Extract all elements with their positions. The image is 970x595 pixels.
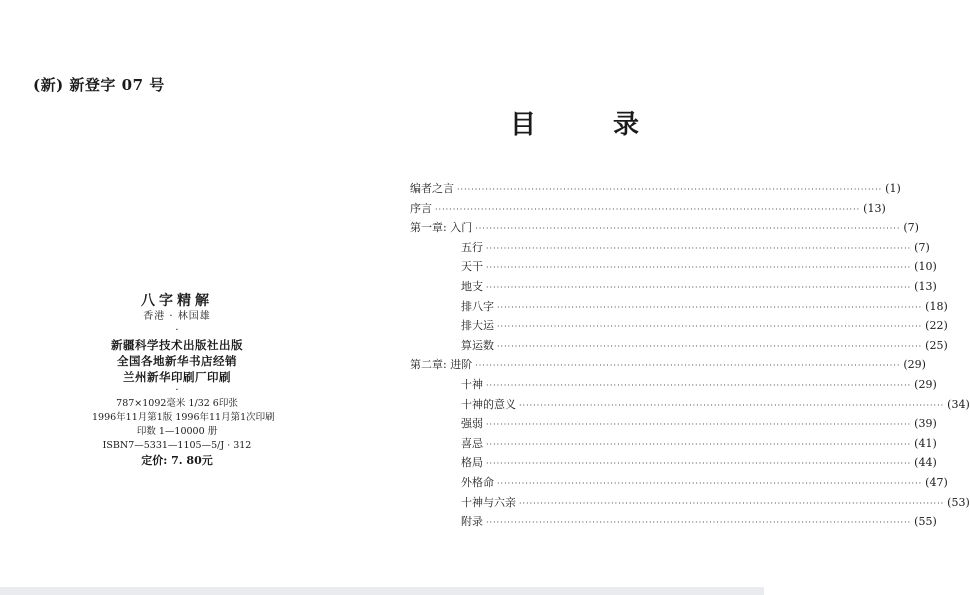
toc-entry-page: (39)	[914, 417, 937, 431]
toc-entry-label: 五行	[461, 240, 483, 254]
toc-leader-dots: ························································································································	[519, 498, 945, 508]
toc-entry-label: 排八字	[461, 299, 494, 313]
toc-entry-page: (18)	[925, 299, 948, 313]
toc-entry	[410, 415, 937, 435]
toc-entry	[410, 454, 937, 474]
toc-leader-dots: ························································································································	[486, 420, 912, 430]
toc-entry-label: 强弱	[461, 417, 483, 431]
toc-leader-dots: ························································································································	[519, 400, 945, 410]
toc-leader-dots: ························································································································	[497, 341, 923, 351]
price: 定价: 7. 80元	[141, 454, 213, 467]
toc-entry-page: (13)	[914, 279, 937, 293]
toc-entry-label: 十神与六亲	[461, 495, 516, 509]
toc-entry-page: (10)	[914, 260, 937, 274]
colophon	[92, 292, 275, 469]
toc-entry-page: (44)	[914, 456, 937, 470]
toc-entry	[410, 494, 970, 514]
separator-dot: ·	[175, 385, 179, 396]
toc-entry-page: (47)	[925, 475, 948, 489]
toc-entry-page: (13)	[863, 201, 886, 215]
toc-entry-label: 算运数	[461, 338, 494, 352]
toc-entry	[410, 376, 937, 396]
toc-leader-dots: ························································································································	[486, 380, 912, 390]
toc-leader-dots: ························································································································	[435, 204, 861, 214]
printer-line: 兰州新华印刷厂印刷	[123, 370, 231, 384]
table-of-contents	[410, 180, 970, 533]
toc-leader-dots: ························································································································	[497, 302, 923, 312]
toc-entry	[410, 337, 948, 357]
publisher-line: 新疆科学技术出版社出版	[111, 338, 243, 352]
toc-entry	[410, 435, 937, 455]
toc-entry-label: 十神的意义	[461, 397, 516, 411]
toc-leader-dots: ························································································································	[497, 478, 923, 488]
toc-leader-dots: ························································································································	[475, 361, 901, 371]
toc-entry	[410, 200, 886, 220]
toc-entry	[410, 513, 937, 533]
toc-entry	[410, 356, 926, 376]
toc-entry-label: 格局	[461, 456, 483, 470]
toc-leader-dots: ························································································································	[486, 282, 912, 292]
toc-entry-label: 喜忌	[461, 436, 483, 450]
toc-leader-dots: ························································································································	[475, 224, 901, 234]
right-page	[382, 0, 970, 595]
toc-entry	[410, 317, 948, 337]
print-run-line: 印数 1—10000 册	[136, 426, 218, 437]
toc-leader-dots: ························································································································	[486, 439, 912, 449]
toc-entry	[410, 298, 948, 318]
toc-entry-page: (7)	[914, 240, 930, 254]
toc-entry	[410, 258, 937, 278]
toc-entry	[410, 278, 937, 298]
toc-entry	[410, 239, 930, 259]
toc-title: 目 录	[510, 110, 674, 140]
toc-entry-label: 序言	[410, 201, 432, 215]
toc-entry-page: (29)	[914, 377, 937, 391]
toc-entry	[410, 474, 948, 494]
toc-entry-page: (55)	[914, 515, 937, 529]
toc-entry-label: 第一章: 入门	[410, 221, 473, 235]
toc-entry-label: 外格命	[461, 475, 494, 489]
toc-leader-dots: ························································································································	[486, 518, 912, 528]
bottom-edge	[0, 587, 764, 595]
registration-number: (新) 新登字 07 号	[33, 76, 165, 94]
toc-entry-label: 排大运	[461, 319, 494, 333]
toc-entry-label: 附录	[461, 515, 483, 529]
toc-leader-dots: ························································································································	[457, 185, 883, 194]
book-title: 八字精解	[141, 293, 213, 309]
toc-entry-page: (25)	[925, 338, 948, 352]
toc-entry-label: 十神	[461, 377, 483, 391]
format-line: 787×1092毫米 1/32 6印张	[116, 398, 238, 409]
toc-entry-page: (7)	[903, 221, 919, 235]
author: 香港 · 林国雄	[143, 311, 211, 322]
toc-leader-dots: ························································································································	[486, 263, 912, 273]
toc-entry-label: 地支	[461, 279, 483, 293]
separator-dot: ·	[175, 325, 179, 336]
toc-entry-page: (1)	[885, 182, 901, 195]
toc-entry-label: 编者之言	[410, 182, 454, 195]
toc-leader-dots: ························································································································	[486, 459, 912, 469]
toc-entry-page: (34)	[947, 397, 970, 411]
toc-entry-page: (29)	[903, 358, 926, 372]
toc-leader-dots: ························································································································	[497, 322, 923, 332]
toc-leader-dots: ························································································································	[486, 243, 912, 253]
distributor-line: 全国各地新华书店经销	[117, 354, 237, 368]
toc-entry-page: (53)	[947, 495, 970, 509]
toc-entry	[410, 396, 970, 416]
edition-line: 1996年11月第1版 1996年11月第1次印刷	[92, 412, 275, 423]
toc-entry-page: (41)	[914, 436, 937, 450]
toc-entry-label: 天干	[461, 260, 483, 274]
toc-entry-label: 第二章: 进阶	[410, 358, 473, 372]
toc-entry	[410, 180, 901, 200]
isbn-line: ISBN7—5331—1105—5/J · 312	[102, 440, 252, 451]
toc-entry	[410, 219, 919, 239]
left-page	[0, 0, 382, 595]
toc-entry-page: (22)	[925, 319, 948, 333]
